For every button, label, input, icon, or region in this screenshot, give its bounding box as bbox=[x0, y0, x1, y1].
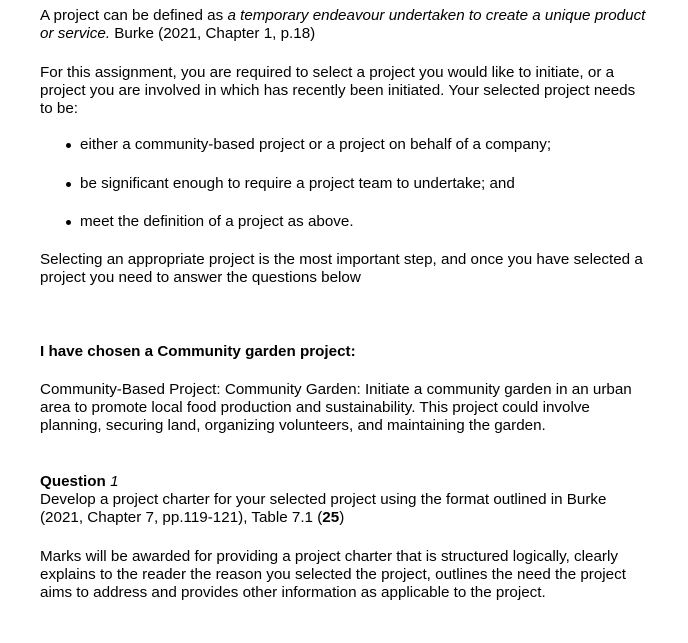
question-number: 1 bbox=[110, 473, 119, 490]
requirement-text: either a community-based project or a project on behalf of a company; bbox=[80, 136, 552, 153]
intro-citation: Burke (2021, Chapter 1, p.18) bbox=[110, 25, 316, 42]
assignment-paragraph: For this assignment, you are required to select a project you would like to initiate, or a project you are involved in which has recently been initiated. Your selected project needs to be: bbox=[40, 64, 636, 117]
bullet-icon bbox=[66, 143, 71, 148]
question-label: Question bbox=[40, 473, 106, 490]
question-marks: 25 bbox=[322, 509, 340, 526]
selecting-paragraph: Selecting an appropriate project is the most important step, and once you have selected a project you need to answer the questions below bbox=[40, 251, 643, 286]
bullet-icon bbox=[66, 182, 71, 187]
intro-lead: A project can be defined as bbox=[40, 7, 228, 24]
chosen-description: Community-Based Project: Community Garden: Initiate a community garden in an urban area to promote local food production and sustainability. This project could involve planning, securing land, organizing volunteers, and maintaining the garden. bbox=[40, 381, 632, 434]
intro-paragraph bbox=[40, 7, 650, 43]
question-close: ) bbox=[339, 509, 345, 526]
question-text bbox=[40, 491, 650, 527]
project-definition: a temporary endeavour undertaken to create a unique product or service. bbox=[40, 7, 646, 42]
bullet-icon bbox=[66, 220, 71, 225]
requirement-text: be significant enough to require a project team to undertake; and bbox=[80, 175, 515, 192]
marks-paragraph: Marks will be awarded for providing a project charter that is structured logically, clearly explains to the reader the reason you selected the project, outlines the need the project aims to address and provides other information as applicable to the project. bbox=[40, 548, 626, 601]
requirement-text: meet the definition of a project as above. bbox=[80, 213, 354, 230]
question-body: Develop a project charter for your selected project using the format outlined in Burke (2021, Chapter 7, pp.119-121), Table 7.1 ( bbox=[40, 491, 607, 526]
question-heading bbox=[40, 473, 650, 491]
chosen-heading bbox=[40, 343, 650, 361]
chosen-heading-text: I have chosen a Community garden project: bbox=[40, 343, 356, 360]
